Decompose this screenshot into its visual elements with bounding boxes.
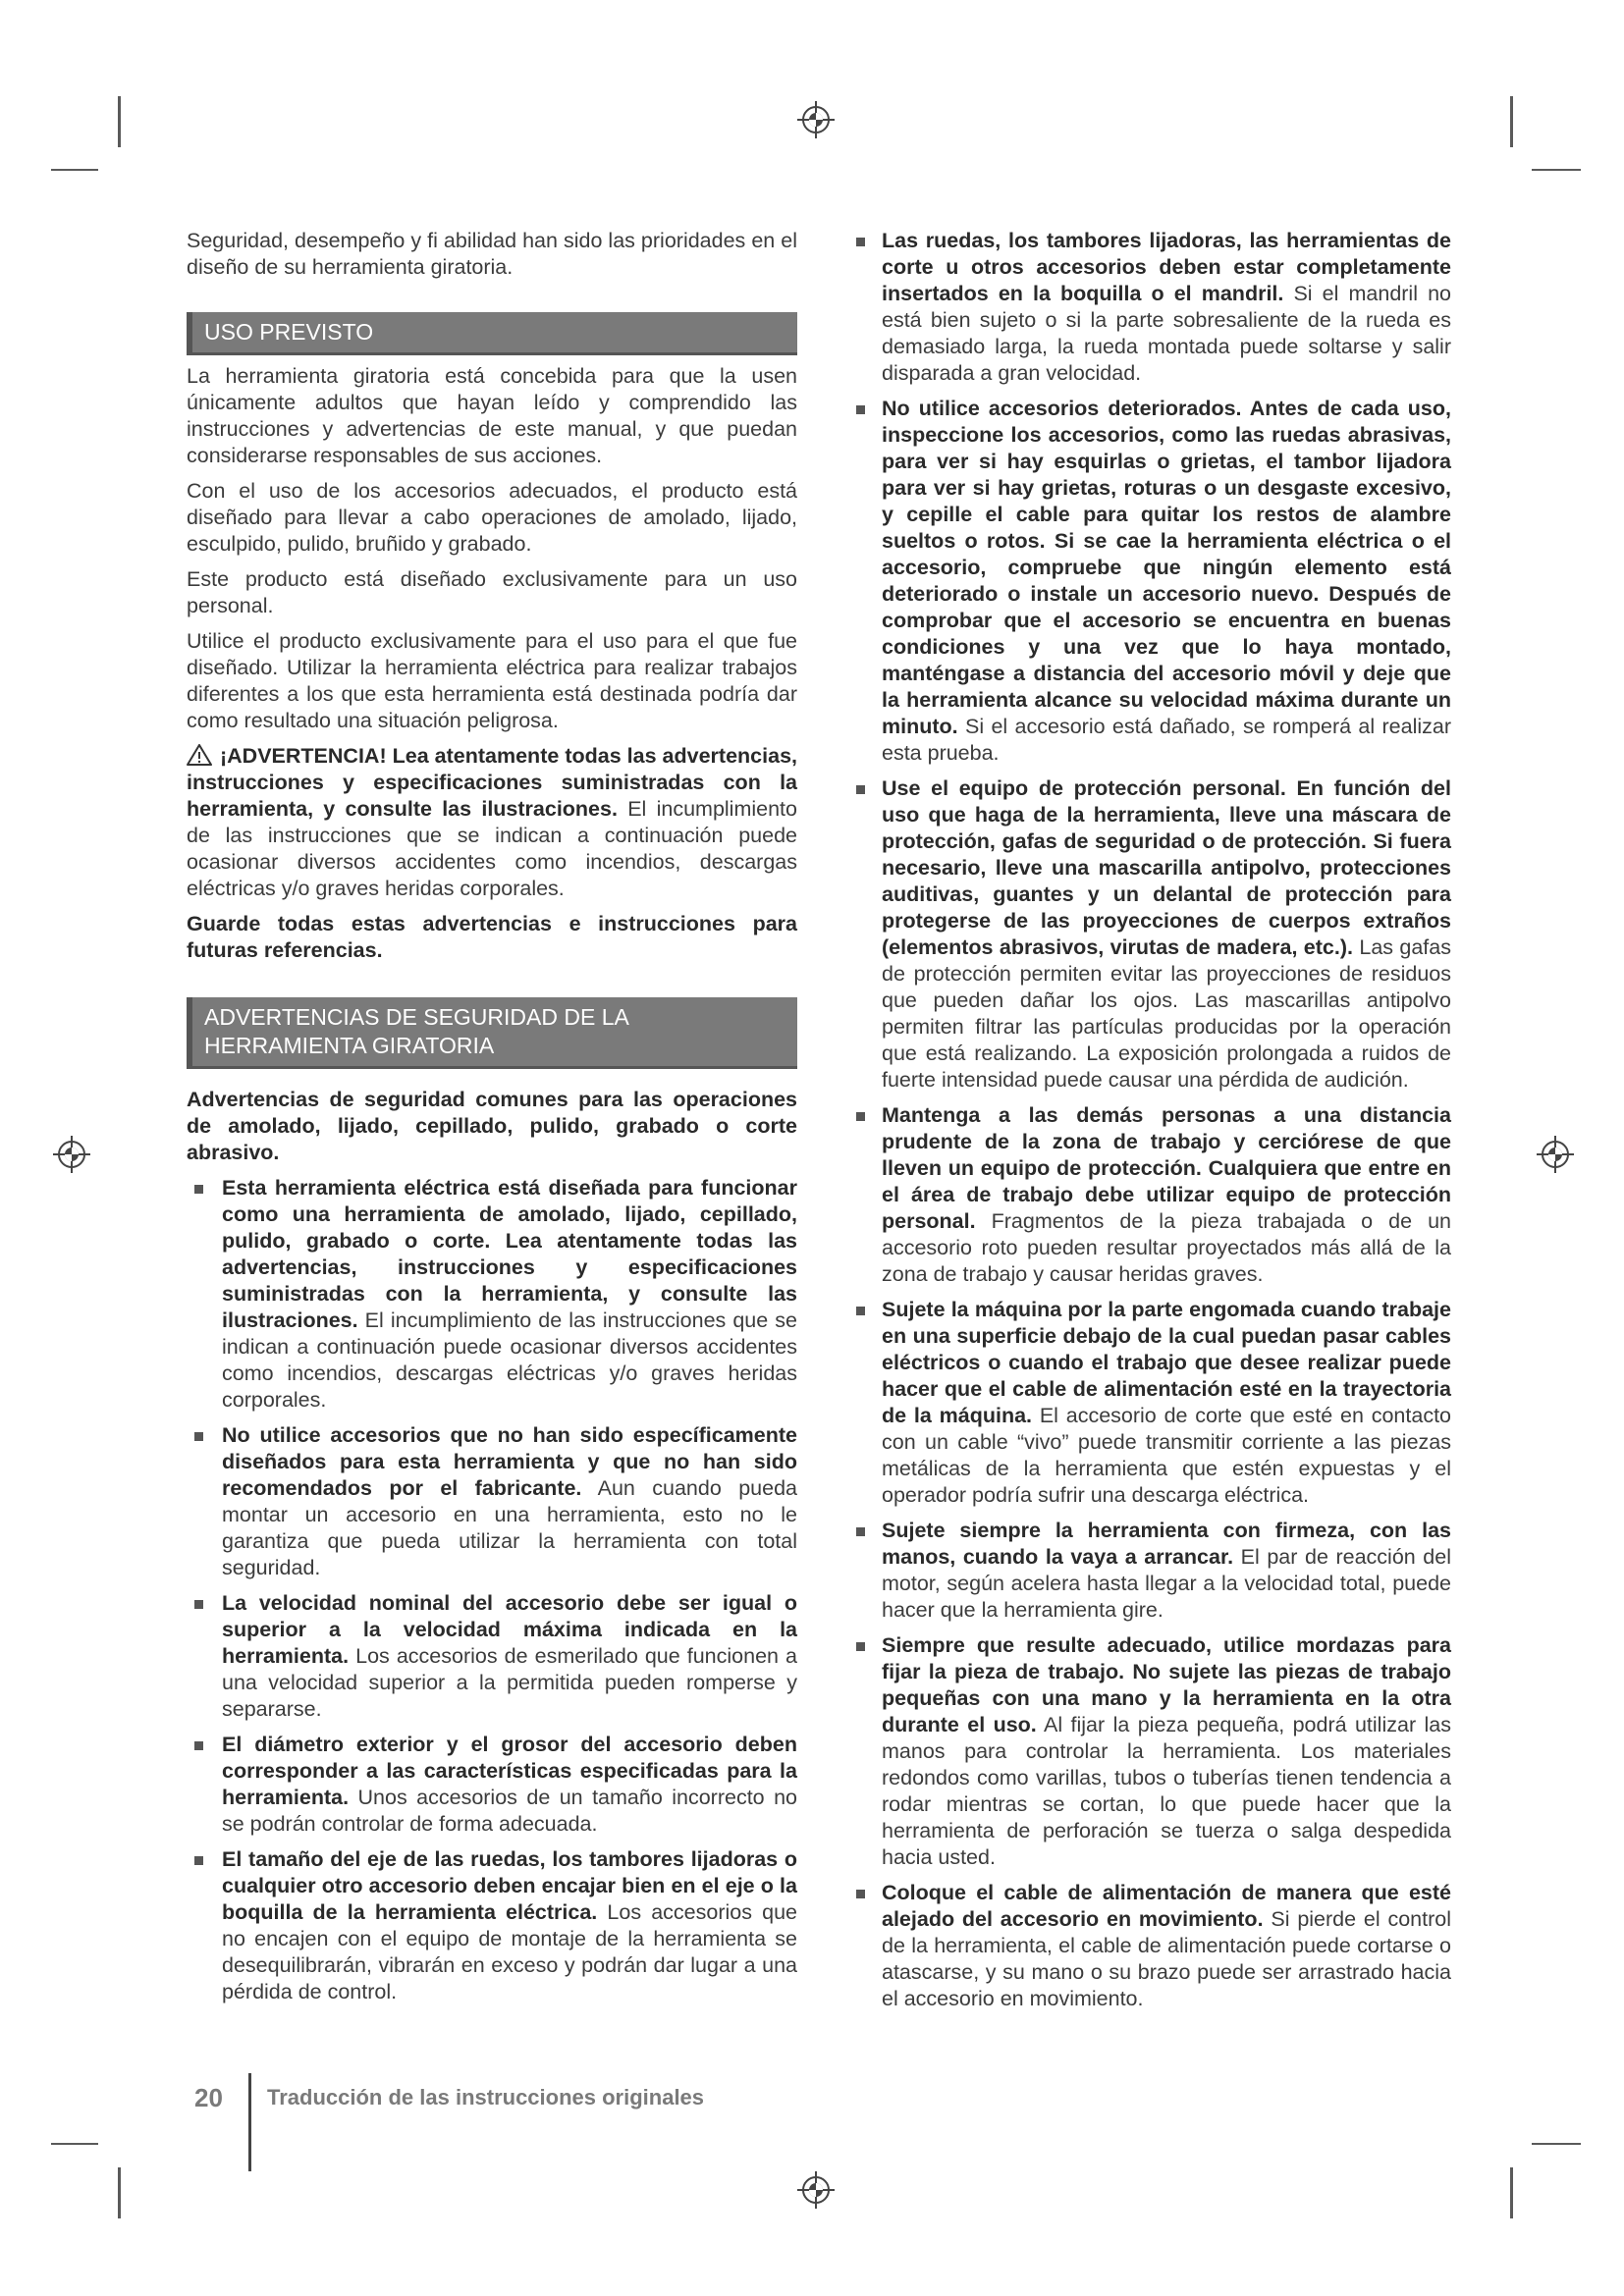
list-item-bold: No utilice accesorios que no han sido específicamente diseñados para esta herramienta y que no han sido recomendados por el fabricante. [222,1423,797,1500]
registration-mark-icon [1535,1134,1576,1175]
section-heading-uso-previsto: USO PREVISTO [187,312,797,355]
list-item-bold: Mantenga a las demás personas a una distancia prudente de la zona de trabajo y cerciórese de que lleven un equipo de protección. Cualquiera que entre en el área de trabajo debe utilizar equipo de protección personal. [882,1103,1451,1233]
list-item-bold: Sujete siempre la herramienta con firmeza, con las manos, cuando la vaya a arrancar. [882,1519,1451,1569]
footer-text: Traducción de las instrucciones originales [267,2085,705,2109]
list-item-text: Fragmentos de la pieza trabajada o de un accesorio roto pueden resultar proyectados más allá de la zona de trabajo y causar heridas graves. [882,1209,1451,1286]
list-item-bold: No utilice accesorios deteriorados. Antes de cada uso, inspeccione los accesorios, como las ruedas abrasivas, para ver si hay esquirlas o grietas, el tambor lijadora para ver si hay grietas, roturas o un desgaste excesivo, y cepille el cable para quitar los restos de alambre sueltos o rotos. Si se cae la herramienta eléctrica o el accesorio, compruebe que ningún elemento está deteriorado o instale un accesorio nuevo. Después de comprobar que el accesorio se encuentra en buenas condiciones y una vez que lo haya montado, manténgase a distancia del accesorio móvil y deje que la herramienta alcance su velocidad máxima durante un minuto. [882,397,1451,738]
list-item-bold: La velocidad nominal del accesorio debe ser igual o superior a la velocidad máxima indicada en la herramienta. [222,1591,797,1668]
list-item-bold: Las ruedas, los tambores lijadoras, las herramientas de corte u otros accesorios deben estar completamente insertados en la boquilla o el mandril. [882,229,1451,305]
registration-mark-icon [795,99,837,140]
bullet-square-icon [856,785,865,794]
crop-mark [51,2143,98,2145]
list-item-text: Al fijar la pieza pequeña, podrá utilizar las manos para controlar la herramienta. Los materiales redondos como varillas, tubos o tuberías tienen tendencia a rodar mientras se cortan, lo que puede hacer que la herramienta de perforación se tuerza o salga despedida hacia usted. [882,1713,1451,1869]
list-item-bold: Sujete la máquina por la parte engomada cuando trabaje en una superficie debajo de la cual puedan pasar cables eléctricos o cuando el trabajo que desee realizar puede hacer que el cable de alimentación esté en la trayectoria de la máquina. [882,1298,1451,1427]
save-note: Guarde todas estas advertencias e instrucciones para futuras referencias. [187,912,797,962]
section-heading-line: ADVERTENCIAS DE SEGURIDAD DE LA [204,1004,629,1030]
bullet-square-icon [856,1642,865,1651]
list-item-bold: Use el equipo de protección personal. En función del uso que haga de la herramienta, lleve una máscara de protección, gafas de seguridad o de protección. Si fuera necesario, lleve una mascarilla antipolvo, protecciones auditivas, guantes y un delantal de protección para protegerse de las proyecciones de cuerpos extraños (elementos abrasivos, virutas de madera, etc.). [882,776,1451,959]
left-column [187,228,797,2014]
section-heading-advertencias [187,997,797,1069]
registration-mark-icon [795,2169,837,2211]
crop-mark [1532,2143,1581,2145]
list-item [882,775,1451,1094]
bullet-square-icon [194,1856,203,1865]
crop-mark [118,2167,121,2218]
section-subtitle: Advertencias de seguridad comunes para las operaciones de amolado, lijado, cepillado, pulido, grabado o corte abrasivo. [187,1088,797,1164]
crop-mark [1510,96,1513,147]
warning-paragraph [187,743,797,902]
list-item [222,1175,797,1414]
list-item-bold: Siempre que resulte adecuado, utilice mordazas para fijar la pieza de trabajo. No sujete las piezas de trabajo pequeñas con una mano y la herramienta en la otra durante el uso. [882,1633,1451,1736]
list-item-text: El accesorio de corte que esté en contacto con un cable “vivo” puede transmitir corriente a las piezas metálicas de la herramienta que estén expuestas y el operador podría sufrir una descarga eléctrica. [882,1404,1451,1507]
list-item-text: Las gafas de protección permiten evitar las proyecciones de residuos que pueden dañar los ojos. Las mascarillas antipolvo permiten filtrar las partículas producidas por la operación que está realizando. La exposición prolongada a ruidos de fuerte intensidad puede causar una pérdida de audición. [882,935,1451,1092]
list-item-text: Si el mandril no está bien sujeto o si la parte sobresaliente de la rueda es demasiado larga, la rueda montada puede soltarse y salir disparada a gran velocidad. [882,282,1451,385]
list-item [882,228,1451,387]
list-item-text: Los accesorios de esmerilado que funcionen a una velocidad superior a la permitida pueden romperse y separarse. [222,1644,797,1721]
crop-mark [51,169,98,171]
crop-mark [118,96,121,147]
bullet-square-icon [856,1890,865,1898]
list-item-text: El par de reacción del motor, según acelera hasta llegar a la velocidad total, puede hacer que la herramienta gire. [882,1545,1451,1622]
list-item [882,1632,1451,1871]
list-item [222,1590,797,1723]
intro-paragraph: Seguridad, desempeño y fi abilidad han sido las prioridades en el diseño de su herramienta giratoria. [187,229,797,279]
page-number: 20 [194,2083,223,2112]
list-item-bold: El tamaño del eje de las ruedas, los tambores lijadoras o cualquier otro accesorio deben encajar bien en el eje o la boquilla de la herramienta eléctrica. [222,1847,797,1924]
list-item-text: Aun cuando pueda montar un accesorio en una herramienta, esto no le garantiza que pueda utilizar la herramienta con total seguridad. [222,1476,797,1579]
bullet-square-icon [856,1307,865,1315]
warning-text: El incumplimiento de las instrucciones que se indican a continuación puede ocasionar diversos accidentes como incendios, descargas eléctricas y/o graves heridas corporales. [187,797,797,900]
list-item [882,396,1451,767]
right-column [856,228,1451,2021]
body-paragraph: Utilice el producto exclusivamente para el uso para el que fue diseñado. Utilizar la herramienta eléctrica para realizar trabajos diferentes a los que esta herramienta está destinada podría dar como resultado una situación peligrosa. [187,629,797,732]
list-item-text: Si el accesorio está dañado, se romperá al realizar esta prueba. [882,715,1451,765]
bullet-square-icon [856,238,865,246]
list-item-text: Si pierde el control de la herramienta, el cable de alimentación puede cortarse o atascarse, y su mano o su brazo puede ser arrastrado hacia el accesorio en movimiento. [882,1907,1451,2010]
body-paragraph: La herramienta giratoria está concebida para que la usen únicamente adultos que hayan leído y comprendido las instrucciones y advertencias de este manual, y que puedan considerarse responsables de sus acciones. [187,364,797,467]
list-item [222,1422,797,1581]
bullet-square-icon [194,1432,203,1441]
list-item-bold: Esta herramienta eléctrica está diseñada para funcionar como una herramienta de amolado, lijado, cepillado, pulido, grabado o corte. Lea atentamente todas las advertencias, instrucciones y especificaciones suministradas con la herramienta, y consulte las ilustraciones. [222,1176,797,1332]
list-item [882,1880,1451,2012]
list-item-text: Los accesorios que no encajen con el equipo de montaje de la herramienta se desequilibrarán, vibrarán en exceso y podrán dar lugar a una pérdida de control. [222,1900,797,2003]
bullet-square-icon [856,1527,865,1536]
bullet-square-icon [194,1600,203,1609]
list-item [222,1732,797,1838]
list-item [882,1297,1451,1509]
bullet-square-icon [856,405,865,414]
body-paragraph: Con el uso de los accesorios adecuados, el producto está diseñado para llevar a cabo operaciones de amolado, lijado, esculpido, pulido, bruñido y grabado. [187,479,797,556]
body-paragraph: Este producto está diseñado exclusivamente para un uso personal. [187,567,797,617]
bullet-square-icon [856,1112,865,1121]
list-item-bold: Coloque el cable de alimentación de manera que esté alejado del accesorio en movimiento. [882,1881,1451,1931]
crop-mark [1510,2167,1513,2218]
bullet-square-icon [194,1741,203,1750]
list-item-text: El incumplimiento de las instrucciones que se indican a continuación puede ocasionar diversos accidentes como incendios, descargas eléctricas y/o graves heridas corporales. [222,1308,797,1412]
warning-bold: ¡ADVERTENCIA! Lea atentamente todas las advertencias, instrucciones y especificaciones suministradas con la herramienta, y consulte las ilustraciones. [187,744,797,821]
list-item-bold: El diámetro exterior y el grosor del accesorio deben corresponder a las características especificadas para la herramienta. [222,1733,797,1809]
list-item [882,1518,1451,1624]
registration-mark-icon [51,1134,92,1175]
bullet-square-icon [194,1185,203,1194]
warning-triangle-icon [187,744,212,766]
footer-divider [248,2073,251,2171]
list-item [222,1846,797,2005]
crop-mark [1532,169,1581,171]
list-item-text: Unos accesorios de un tamaño incorrecto no se podrán controlar de forma adecuada. [222,1786,797,1836]
list-item [882,1102,1451,1288]
section-heading-line: HERRAMIENTA GIRATORIA [204,1033,495,1058]
